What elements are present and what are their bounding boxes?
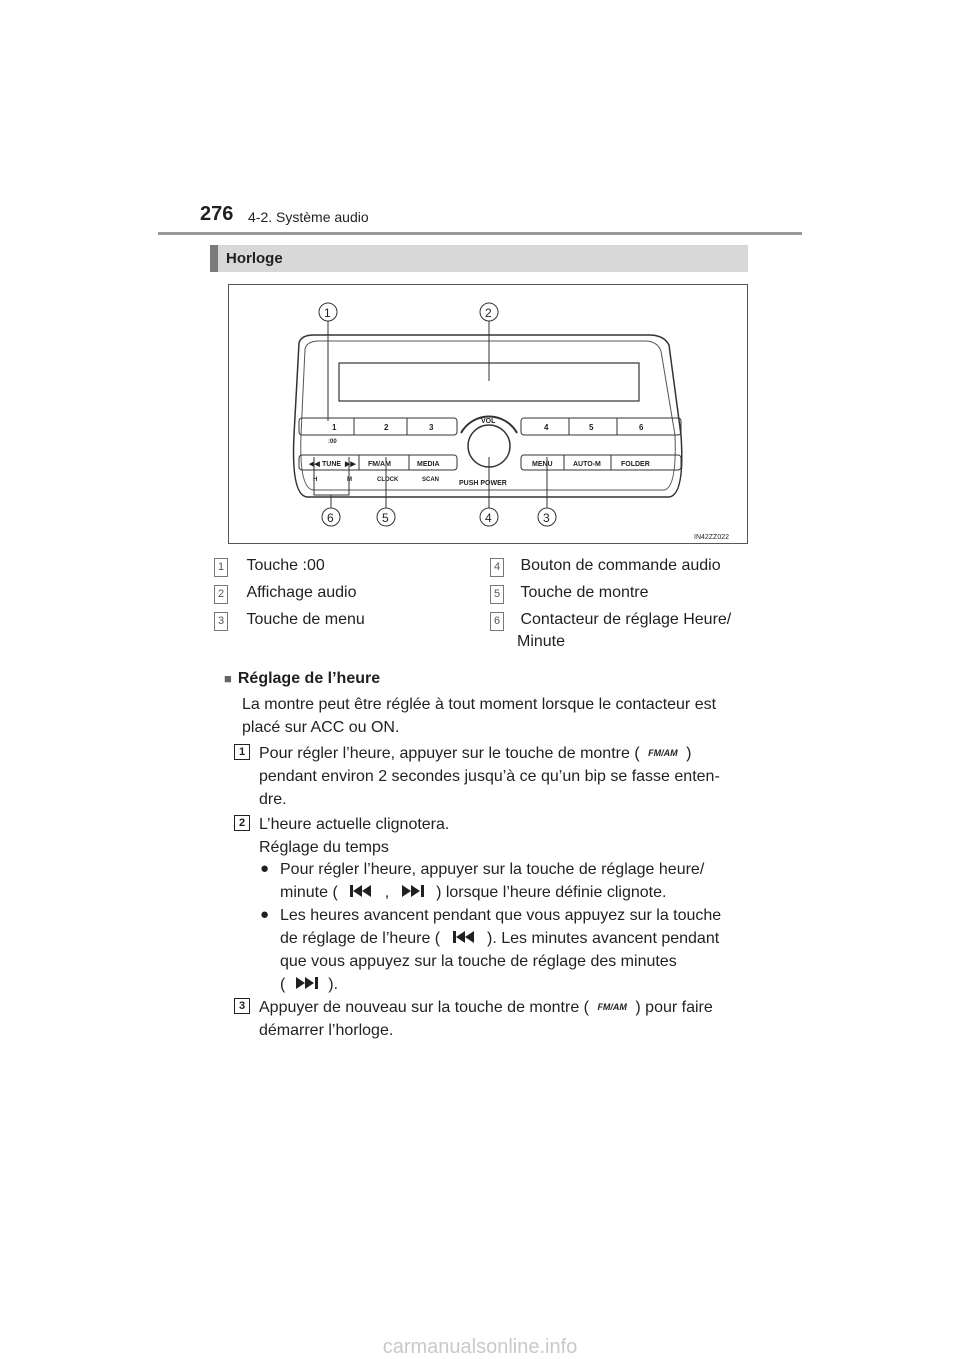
callout-3: 3 (543, 511, 550, 525)
svg-text:◀◀: ◀◀ (309, 461, 320, 468)
legend-text-3: Touche de menu (246, 611, 365, 628)
legend-num-4: 4 (490, 558, 504, 577)
bullet-2-line-4: ( ). (280, 973, 338, 996)
heading-title: Horloge (226, 250, 283, 267)
push-power-label: PUSH POWER (459, 480, 507, 487)
callout-2: 2 (485, 306, 492, 320)
media-label: MEDIA (417, 461, 440, 468)
legend-num-6: 6 (490, 612, 504, 631)
skip-back-icon (453, 927, 475, 950)
legend-text-6: Contacteur de réglage Heure/ (520, 611, 732, 628)
svg-text:▶▶: ▶▶ (345, 461, 356, 468)
preset-6-label: 6 (639, 423, 644, 432)
legend-num-3: 3 (214, 612, 228, 631)
legend-num-1: 1 (214, 558, 228, 577)
tune-label: TUNE (322, 461, 342, 468)
autom-label: AUTO-M (573, 461, 601, 468)
legend-text-5: Touche de montre (520, 584, 649, 601)
legend-text-2: Affichage audio (246, 584, 357, 601)
bullet-2-line-3: que vous appuyez sur la touche de réglage des minutes (280, 953, 677, 970)
skip-forward-icon (402, 881, 424, 904)
header-rule (158, 232, 802, 235)
step-2-line-2: Réglage du temps (259, 839, 389, 856)
legend-text-6-cont: Minute (517, 633, 566, 650)
figure-code: IN42ZZ022 (694, 534, 730, 541)
preset-1-label: 1 (332, 423, 337, 432)
legend-item-5 (490, 584, 649, 604)
radio-illustration (229, 285, 747, 543)
heading-bar (210, 245, 748, 272)
h-label: H (313, 477, 318, 483)
fmam-button-icon: FM/AM (648, 748, 678, 759)
step-3-line-2: démarrer l’horloge. (259, 1022, 394, 1039)
legend-item-4 (490, 557, 721, 577)
heading-stripe (210, 245, 218, 272)
bullet-2-icon: ● (260, 906, 270, 923)
preset-3-label: 3 (429, 423, 434, 432)
legend-text-4: Bouton de commande audio (520, 557, 721, 574)
folder-label: FOLDER (621, 461, 650, 468)
scan-label: SCAN (422, 477, 440, 483)
menu-label: MENU (532, 461, 553, 468)
bullet-1-icon: ● (260, 860, 270, 877)
step-3-line-1: Appuyer de nouveau sur la touche de montre ( FM/AM ) pour faire (259, 996, 713, 1019)
legend-item-1 (214, 557, 325, 577)
watermark: carmanualsonline.info (382, 1336, 578, 1358)
preset-5-label: 5 (589, 423, 594, 432)
square-bullet-icon: ■ (224, 671, 232, 686)
bullet-1-line-1: Pour régler l’heure, appuyer sur la touche de réglage heure/ (280, 861, 705, 878)
skip-back-icon (350, 881, 372, 904)
section-title: 4-2. Système audio (248, 209, 369, 225)
legend-item-3 (214, 611, 365, 631)
step-2-line-1: L’heure actuelle clignotera. (259, 816, 450, 833)
clock-label: CLOCK (377, 477, 399, 483)
bullet-2-line-2: de réglage de l’heure ( ). Les minutes avancent pendant (280, 927, 719, 950)
legend-item-2 (214, 584, 356, 604)
step-1-line-1: Pour régler l’heure, appuyer sur le touche de montre ( FM/AM ) (259, 742, 749, 765)
callout-4: 4 (485, 511, 492, 525)
m-label: M (347, 477, 352, 483)
step-3-box: 3 (234, 998, 250, 1014)
legend-item-6 (490, 611, 731, 631)
page-number: 276 (200, 203, 234, 225)
legend-text-1: Touche :00 (246, 557, 325, 574)
bullet-2-line-1: Les heures avancent pendant que vous appuyez sur la touche (280, 907, 722, 924)
vol-label: VOL (481, 418, 496, 425)
step-1-box: 1 (234, 744, 250, 760)
intro-line-2: placé sur ACC ou ON. (242, 719, 400, 736)
bullet-1-line-2: minute ( , ) lorsque l’heure définie clignote. (280, 881, 666, 904)
subsection-title: ■ Réglage de l’heure (224, 670, 381, 687)
callout-5: 5 (382, 511, 389, 525)
preset-4-label: 4 (544, 423, 549, 432)
step-1-line-3: dre. (259, 791, 287, 808)
legend-num-2: 2 (214, 585, 228, 604)
skip-forward-icon (296, 973, 318, 996)
radio-figure (228, 284, 748, 544)
intro-line-1: La montre peut être réglée à tout moment lorsque le contacteur est (242, 696, 717, 713)
callout-1: 1 (324, 306, 331, 320)
preset-2-label: 2 (384, 423, 389, 432)
step-2-box: 2 (234, 815, 250, 831)
fmam-label: FM/AM (368, 461, 391, 468)
step-1-line-2: pendant environ 2 secondes jusqu’à ce qu’un bip se fasse enten- (259, 768, 720, 785)
callout-6: 6 (327, 511, 334, 525)
legend-num-5: 5 (490, 585, 504, 604)
fmam-button-icon: FM/AM (597, 1002, 627, 1013)
sub-00-label: :00 (328, 439, 337, 445)
